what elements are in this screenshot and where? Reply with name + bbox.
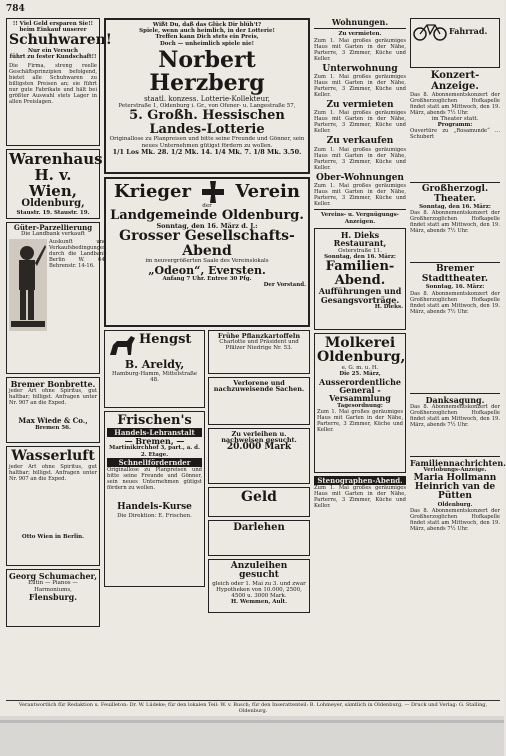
herzberg-address: Peterstraße 1, Oldenburg i. Gr., von Ofener- u. Langestraße 57,: [118, 103, 296, 109]
verlobung-heading: Verlobungs-Anzeige.: [423, 467, 487, 474]
danksagung-heading: Danksagung.: [425, 394, 485, 405]
bremer-theater-body: Das 8. Abonnementskonzert der Großherzoglichen Hofkapelle findet statt am Mittwoch, den 19. März, abends 7½ Uhr.: [410, 290, 500, 315]
theater-date: Sonntag, den 16. März:: [419, 204, 491, 211]
frischen-sign: Die Direktion: E. Frischen.: [117, 512, 192, 519]
anzuleihen-body: gleich oder 1. Mai zu 3. und zwar Hypotheken von 10.000, 2500, 4500 u. 3000 Mark.: [212, 580, 306, 600]
konzert-body: Das 8. Abonnementskonzert der Großherzoglichen Hofkapelle findet statt am Mittwoch, den 19. März, abends 7½ Uhr.: [410, 92, 500, 116]
lottery-title-2: Landes-Lotterie: [149, 121, 265, 137]
frischen-body: Originallose zu Planpreisen und bitte seine Freunde und Gönner, sein neues Unternehmen gütigst fördern zu wollen.: [107, 467, 202, 492]
lottery-ad: [104, 18, 310, 174]
stenographen-body: Zum 1. Mai großes geräumiges Haus mit Garten in der Nähe, Parterre, 3 Zimmer, Küche und Keller.: [314, 485, 406, 510]
konzert-ouverture: Ouvertüre zu „Rosamunde“ ... Schubert: [410, 128, 500, 141]
molkerei-body: Zum 1. Mai großes geräumiges Haus mit Garten in der Nähe, Parterre, 3 Zimmer, Küche und Keller.: [317, 408, 403, 433]
verlobung-groom: Heinrich van de Pütten: [414, 481, 496, 502]
shoe-ad-line-2: beim Einkauf unserer: [19, 27, 87, 34]
bicycle-icon: [413, 21, 447, 41]
imprint-line: Verantwortlich für Redaktion u. Feuilleton: Dr. W. Lüdeke; für den lokalen Teil: W. v. Busch; für den Inserattenteil: B. Lohmeyer, sämtlich in Oldenburg. — Druck und Verlag: G. Stalling, Oldenburg.: [6, 700, 500, 714]
gueter-subtitle: Die Landbank verkauft: [21, 231, 85, 238]
wasserluft-company: Otto Wien in Berlin.: [21, 533, 85, 540]
lottery-prices: 1/1 Los Mk. 28. 1/2 Mk. 14. 1/4 Mk. 7. 1/8 Mk. 3.50.: [112, 147, 302, 156]
vermieten2-heading: Zu vermieten: [326, 100, 394, 111]
danksagung-body: Das 8. Abonnementskonzert der Großherzoglichen Hofkapelle findet statt am Mittwoch, den 19. März, abends 7½ Uhr.: [410, 403, 500, 428]
dieks-date: Sonntag, den 16. März:: [324, 253, 396, 260]
wasserluft-ad: [6, 446, 100, 566]
pflanzkartoffeln-title: Frühe Pflanzkartoffeln: [217, 332, 301, 340]
column-4: [410, 18, 506, 568]
iron-cross-icon: [202, 181, 224, 203]
vermieten2-body: Zum 1. Mai großes geräumiges Haus mit Garten in der Nähe, Parterre, 3 Zimmer, Küche und Keller.: [314, 110, 406, 135]
fahrrad-title: Fahrrad.: [449, 25, 488, 36]
darlehen-title: Darlehen: [233, 522, 285, 533]
theater-heading: Großherzogl. Theater.: [421, 184, 489, 204]
bremer-theater-heading: Bremer Stadttheater.: [421, 264, 489, 284]
konzert-programm: Programm:: [437, 122, 473, 129]
hengst-title: Hengst: [139, 332, 192, 347]
krieger-anfang: Anfang 7 Uhr. Entree 30 Pfg.: [162, 276, 252, 283]
gesellschafts-abend: Grosser Gesellschafts-Abend: [119, 228, 295, 259]
verkaufen-heading: Zu verkaufen: [326, 136, 394, 147]
verlorene-title: Verlorene und nachzuweisende Sachen.: [213, 379, 305, 394]
bonbrette-company: Max Wiede & Co.,: [18, 416, 88, 426]
molkerei-generalversammlung: Ausserordentliche General - Versammlung: [319, 376, 401, 404]
verleihen-ad: [208, 428, 310, 484]
shoe-ad-headline: Schuhwaren!: [9, 32, 112, 49]
auffuehrungen: Aufführungen und Gesangsvorträge.: [318, 286, 402, 305]
frischen-handelskurse: Handels-Kurse: [117, 502, 192, 513]
schumacher-city: Flensburg.: [28, 591, 78, 602]
page-number: 784: [6, 4, 25, 14]
frischen-address: Martinikirchhof 3, part., a. d. 2. Etage.: [109, 445, 200, 458]
warenhaus-city: Oldenburg,: [21, 198, 85, 210]
column-1: [6, 18, 112, 630]
lottery-verse-2: Spiele, wenn auch heimlich, in der Lotterie!: [139, 28, 275, 35]
oberwohnungen-heading: Ober-Wohnungen: [316, 172, 404, 183]
anzuleihen-title: Anzuleihen gesucht: [230, 561, 288, 581]
farmer-illustration-icon: [9, 239, 47, 331]
molkerei-name: Molkerei Oldenburg,: [317, 334, 406, 366]
verlobung-city: Oldenburg.: [437, 501, 473, 508]
dieks-address: Osterstraße 11.: [338, 247, 382, 254]
wohnungen-heading: Wohnungen.: [331, 17, 389, 27]
verlorene-ad: [208, 377, 310, 425]
warenhaus-address: Staustr. 19. Staustr. 19.: [16, 209, 90, 216]
shoe-ad-line-3: Nur ein Versuch: [28, 48, 78, 55]
verlobung-bride: Maria Hollmann: [413, 472, 497, 483]
shoe-ad-line-4: führt zu fester Kundschaft!!: [9, 54, 97, 61]
vereins-heading: Vereins- u. Vergnügungs-Anzeigen.: [321, 212, 399, 225]
lottery-title-1: 5. Großh. Hessischen: [129, 108, 285, 124]
frischen-subtitle: Handels-Lehranstalt: [107, 428, 202, 437]
frischen-ad: [104, 411, 205, 587]
konzert-theater: im Theater statt.: [431, 116, 479, 122]
krieger-der: der: [202, 203, 212, 209]
areldy-address: Hamburg-Hamm, Mittelstraße 48.: [111, 370, 198, 383]
molkerei-ad: [314, 333, 406, 473]
lottery-verse-1: Wißt Du, daß das Glück Dir blüh't?: [152, 22, 262, 28]
dieks-ad: [314, 228, 406, 330]
krieger-verein-ad: [104, 177, 310, 327]
column-3: [314, 18, 406, 509]
familiennachrichten-heading: Familiennachrichten.: [410, 457, 506, 468]
schumacher-line: Eutin — Pianos — Harmoniums,: [28, 580, 78, 593]
schumacher-name: Georg Schumacher,: [9, 571, 97, 581]
odeon-subtitle: im neuvergrößerten Saale des Vereinslokals: [145, 258, 269, 265]
unterwohnung-body: Zum 1. Mai großes geräumiges Haus mit Garten in der Nähe, Parterre, 3 Zimmer, Küche und Keller.: [314, 74, 406, 99]
dieks-name: H. Dieks Restaurant,: [333, 229, 387, 249]
odeon-venue: „Odeon“, Eversten.: [148, 263, 266, 277]
verleihen-title: Zu verleihen u. nachweisen gesucht.: [221, 430, 297, 445]
pflanzkartoffeln-ad: [208, 330, 310, 374]
wasserluft-body: jeder Art ohne Spiritus, gut haltbar; billigst. Anfragen unter Nr. 907 an die Exped.: [9, 463, 97, 482]
krieger-title-left: Krieger: [114, 180, 191, 202]
krieger-date: Sonntag, den 16. März d. J.:: [156, 221, 258, 230]
lottery-verse-3: Treffen kann Dich stets ein Preis,: [155, 34, 259, 41]
landgemeinde: Landgemeinde Oldenburg.: [110, 208, 304, 224]
gueter-title: Güter-Parzellierung: [13, 223, 93, 232]
gueter-ad: [6, 222, 107, 374]
warenhaus-ad: [6, 149, 103, 219]
warenhaus-title: Warenhaus: [9, 150, 103, 168]
dieks-sign: H. Dieks.: [374, 304, 403, 310]
shoe-ad: [6, 18, 112, 146]
family-notices-body: Das 8. Abonnementskonzert der Großherzoglichen Hofkapelle findet statt am Mittwoch, den 19. März, abends 7½ Uhr.: [410, 508, 500, 533]
herzberg-name: Norbert Herzberg: [149, 46, 265, 96]
wasserluft-title: Wasserluft: [11, 448, 95, 464]
theater-body: Das 8. Abonnementskonzert der Großherzoglichen Hofkapelle findet statt am Mittwoch, den 19. März, abends 7½ Uhr.: [410, 210, 500, 235]
unterwohnung-heading: Unterwohnung: [322, 63, 398, 74]
schumacher-ad: [6, 569, 100, 627]
horse-icon: [107, 333, 137, 359]
oberwohnungen-body: Zum 1. Mai großes geräumiges Haus mit Garten in der Nähe, Parterre, 3 Zimmer, Küche und Keller.: [314, 183, 406, 208]
anzuleihen-ad: [208, 559, 310, 613]
darlehen-ad: [208, 520, 310, 556]
viewer-scrollbar[interactable]: [0, 720, 504, 723]
herzberg-subtitle: staatl. konzess. Lotterie-Kollekteur,: [144, 95, 270, 103]
frischen-bremen: — Bremen, —: [124, 435, 185, 446]
verleihen-amount: 20.000 Mark: [226, 442, 292, 453]
frischen-title: Frischen's: [117, 413, 192, 428]
shoe-ad-line-1: !! Viel Geld ersparen Sie!!: [12, 21, 94, 27]
familien-abend: Familien-Abend.: [325, 258, 395, 288]
bremer-theater-date: Sonntag, 16. März:: [425, 284, 485, 291]
gueter-body: Auskunft und Verkaufsbedingungen durch die Landbank Berlin W. 64, Behrenstr. 14-16.: [49, 239, 107, 270]
molkerei-tagesordnung: Tagesordnung:: [337, 402, 383, 409]
stenographen-heading: Stenographen-Abend.: [314, 476, 406, 485]
column-2: [104, 18, 310, 616]
shoe-ad-body: Die Firma, streng reelle Geschäftsprinzipien befolgend, bietet alle Schuhwaren zu billigsten Preisen an; sie führt nur gute Fabrikate und hält bei größter Auswahl stets Lager in allen Preislagen.: [9, 62, 97, 105]
vermieten-body: Zum 1. Mai großes geräumiges Haus mit Garten in der Nähe, Parterre, 3 Zimmer, Küche und Keller.: [314, 37, 406, 62]
bonbrette-city: Bremen 56.: [35, 424, 71, 431]
pflanzkartoffeln-body: Charlotte und Präsident und Pfälzer Niedrige Nr. 53.: [219, 339, 299, 352]
molkerei-date: Die 25. März,: [339, 371, 381, 378]
vermieten-heading: Zu vermieten.: [338, 31, 382, 38]
molkerei-sub: e. G. m. u. H.: [341, 365, 379, 372]
geld-ad: [208, 487, 310, 517]
hengst-ad: [104, 330, 205, 408]
bonbrette-title: Bremer Bonbrette.: [10, 379, 96, 389]
geld-title: Geld: [241, 489, 277, 505]
fahrrad-ad: [410, 18, 500, 68]
lottery-body: Originallose zu Planpreisen und bitte seine Freunde und Gönner, sein neues Unternehmen gütigst fördern zu wollen.: [109, 136, 305, 149]
konzert-heading: Konzert-Anzeige.: [430, 70, 480, 92]
frischen-schnell: Schnellfördernder: [107, 458, 202, 467]
anzuleihen-sign: H. Wemmen, Ault.: [230, 599, 288, 606]
warenhaus-name: H. v. Wien,: [29, 165, 77, 200]
bonbrette-ad: [6, 377, 100, 443]
verkaufen-body: Zum 1. Mai großes geräumiges Haus mit Garten in der Nähe, Parterre, 3 Zimmer, Küche und Keller.: [314, 146, 406, 171]
areldy-name: B. Areldy,: [124, 358, 185, 371]
krieger-title-right: Verein: [235, 180, 300, 202]
lottery-verse-4: Doch — unheimlich spiele nie!: [160, 40, 254, 47]
krieger-vorstand: Der Vorstand.: [263, 282, 306, 289]
bonbrette-body: jeder Art ohne Spiritus, gut haltbar; billigst. Anfragen unter Nr. 907 an die Exped.: [9, 388, 97, 407]
